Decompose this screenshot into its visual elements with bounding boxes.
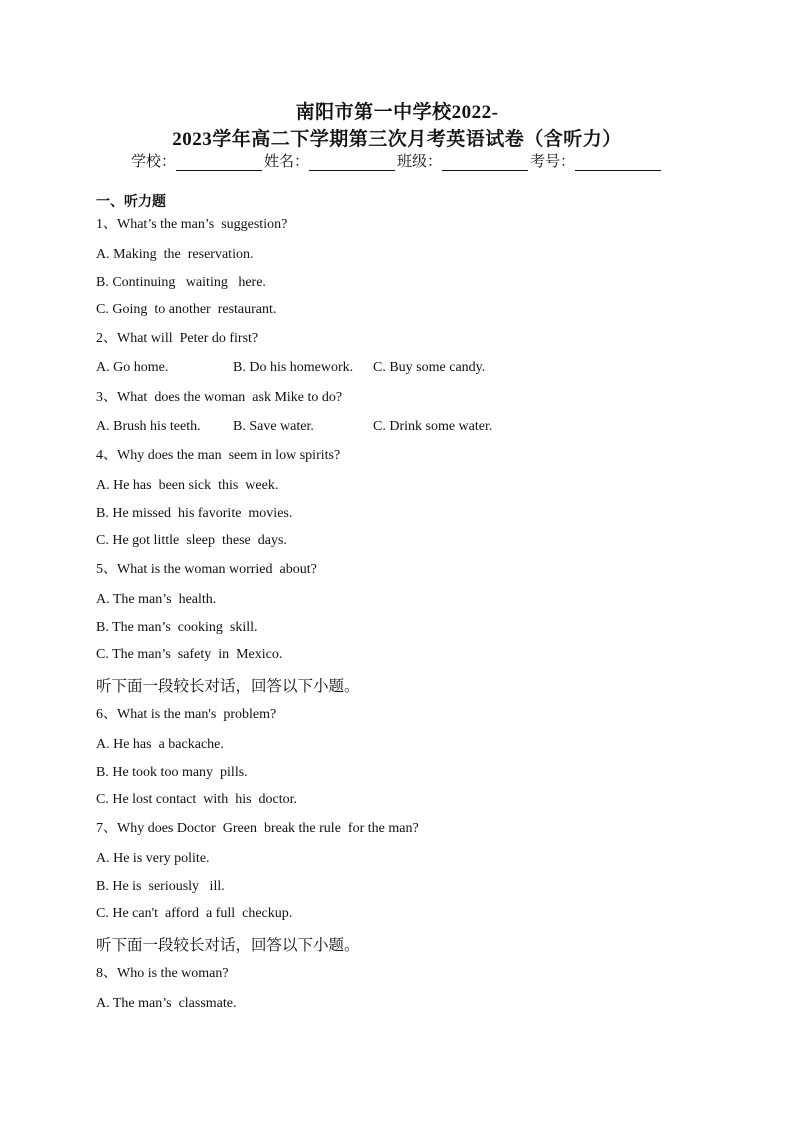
q5-option-b: B. The man’s cooking skill. bbox=[96, 620, 258, 635]
q4-option-a: A. He has been sick this week. bbox=[96, 478, 279, 493]
name-label: 姓名： bbox=[263, 154, 309, 170]
class-blank[interactable] bbox=[442, 154, 528, 171]
q5-option-c: C. The man’s safety in Mexico. bbox=[96, 647, 283, 662]
question-1: 1、What’s the man’s suggestion? bbox=[96, 217, 288, 232]
instruction-1: 听下面一段较长对话，回答以下小题。 bbox=[96, 677, 360, 695]
q3-option-c: C. Drink some water. bbox=[373, 419, 493, 434]
q7-option-a: A. He is very polite. bbox=[96, 851, 210, 866]
q8-option-a: A. The man’s classmate. bbox=[96, 996, 237, 1011]
instruction-2: 听下面一段较长对话，回答以下小题。 bbox=[96, 936, 360, 954]
name-blank[interactable] bbox=[309, 154, 395, 171]
q6-option-b: B. He took too many pills. bbox=[96, 765, 248, 780]
q5-option-a: A. The man’s health. bbox=[96, 592, 217, 607]
q3-option-b: B. Save water. bbox=[233, 419, 314, 434]
q2-option-a: A. Go home. bbox=[96, 360, 169, 375]
exam-number-label: 考号： bbox=[530, 154, 576, 170]
title-line-1: 南阳市第一中学校2022- bbox=[295, 102, 499, 123]
q1-option-a: A. Making the reservation. bbox=[96, 247, 254, 262]
q2-option-c: C. Buy some candy. bbox=[373, 360, 486, 375]
q4-option-c: C. He got little sleep these days. bbox=[96, 533, 287, 548]
q1-option-c: C. Going to another restaurant. bbox=[96, 302, 277, 317]
student-info-fields bbox=[0, 150, 794, 171]
q7-option-c: C. He can't afford a full checkup. bbox=[96, 906, 293, 921]
q3-option-a: A. Brush his teeth. bbox=[96, 419, 201, 434]
q2-option-b: B. Do his homework. bbox=[233, 360, 354, 375]
section-title: 一、听力题 bbox=[96, 195, 166, 210]
question-3: 3、What does the woman ask Mike to do? bbox=[96, 390, 343, 405]
q7-option-b: B. He is seriously ill. bbox=[96, 879, 225, 894]
question-8: 8、Who is the woman? bbox=[96, 966, 229, 981]
school-blank[interactable] bbox=[176, 154, 262, 171]
exam-number-blank[interactable] bbox=[575, 154, 661, 171]
school-label: 学校： bbox=[130, 154, 176, 170]
class-label: 班级： bbox=[397, 154, 443, 170]
question-4: 4、Why does the man seem in low spirits? bbox=[96, 448, 341, 463]
title-line-2: 2023学年高二下学期第三次月考英语试卷（含听力） bbox=[172, 129, 622, 150]
q1-option-b: B. Continuing waiting here. bbox=[96, 275, 266, 290]
question-2: 2、What will Peter do first? bbox=[96, 331, 259, 346]
question-5: 5、What is the woman worried about? bbox=[96, 562, 317, 577]
q6-option-a: A. He has a backache. bbox=[96, 737, 224, 752]
question-6: 6、What is the man's problem? bbox=[96, 707, 277, 722]
q4-option-b: B. He missed his favorite movies. bbox=[96, 506, 293, 521]
question-7: 7、Why does Doctor Green break the rule for the man? bbox=[96, 821, 419, 836]
q6-option-c: C. He lost contact with his doctor. bbox=[96, 792, 298, 807]
